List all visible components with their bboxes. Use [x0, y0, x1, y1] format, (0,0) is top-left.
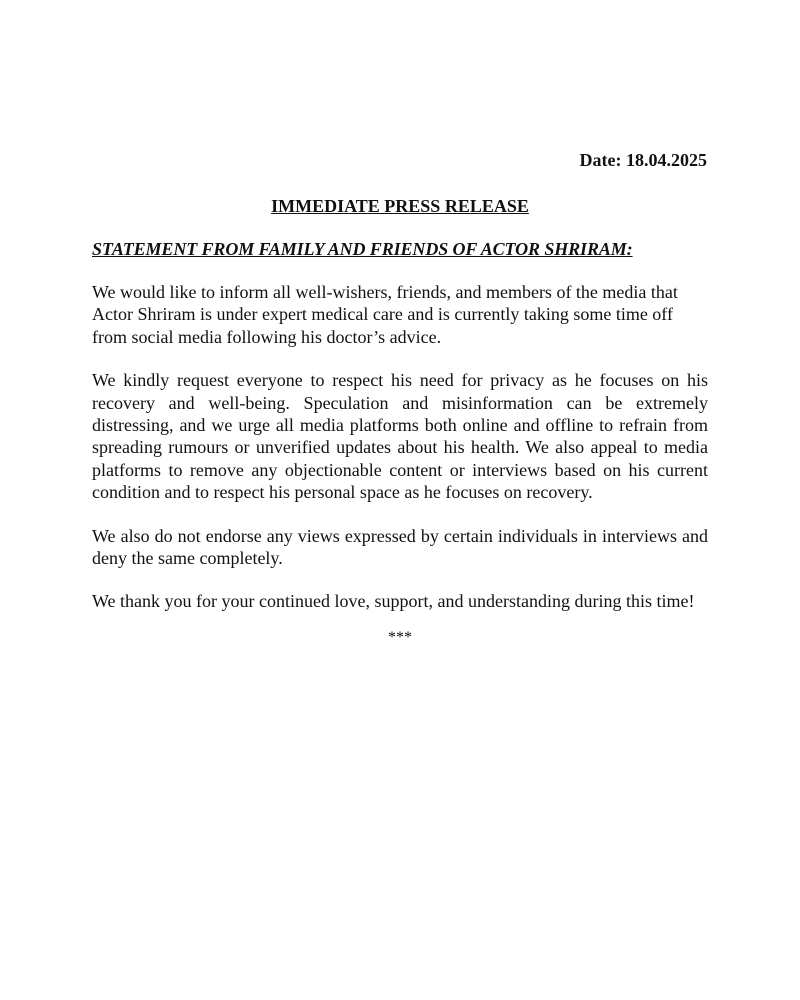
paragraph-thanks: We thank you for your continued love, support, and understanding during this time! — [92, 591, 695, 612]
paragraph-no-endorsement: We also do not endorse any views expressed by certain individuals in interviews and deny the same completely. — [92, 525, 708, 569]
date-line: Date: 18.04.2025 — [579, 150, 707, 170]
paragraph-privacy-request: We kindly request everyone to respect his need for privacy as he focuses on his recovery and well-being. Speculation and misinformation can be extremely distressing, and we urge all media platforms both online and offline to refrain from spreading rumours or unverified updates about his health. We also appeal to media platforms to remove any objectionable content or interviews based on his current condition and to respect his personal space as he focuses on recovery. — [92, 370, 708, 503]
statement-body — [92, 281, 708, 634]
end-mark: *** — [388, 629, 412, 646]
statement-subject: STATEMENT FROM FAMILY AND FRIENDS OF ACTOR SHRIRAM: — [92, 239, 633, 259]
release-heading: IMMEDIATE PRESS RELEASE — [271, 196, 529, 216]
paragraph-medical-care: We would like to inform all well-wishers, friends, and members of the media that Actor Shriram is under expert medical care and is currently taking some time off from social media following his doctor’s advice. — [92, 282, 678, 347]
